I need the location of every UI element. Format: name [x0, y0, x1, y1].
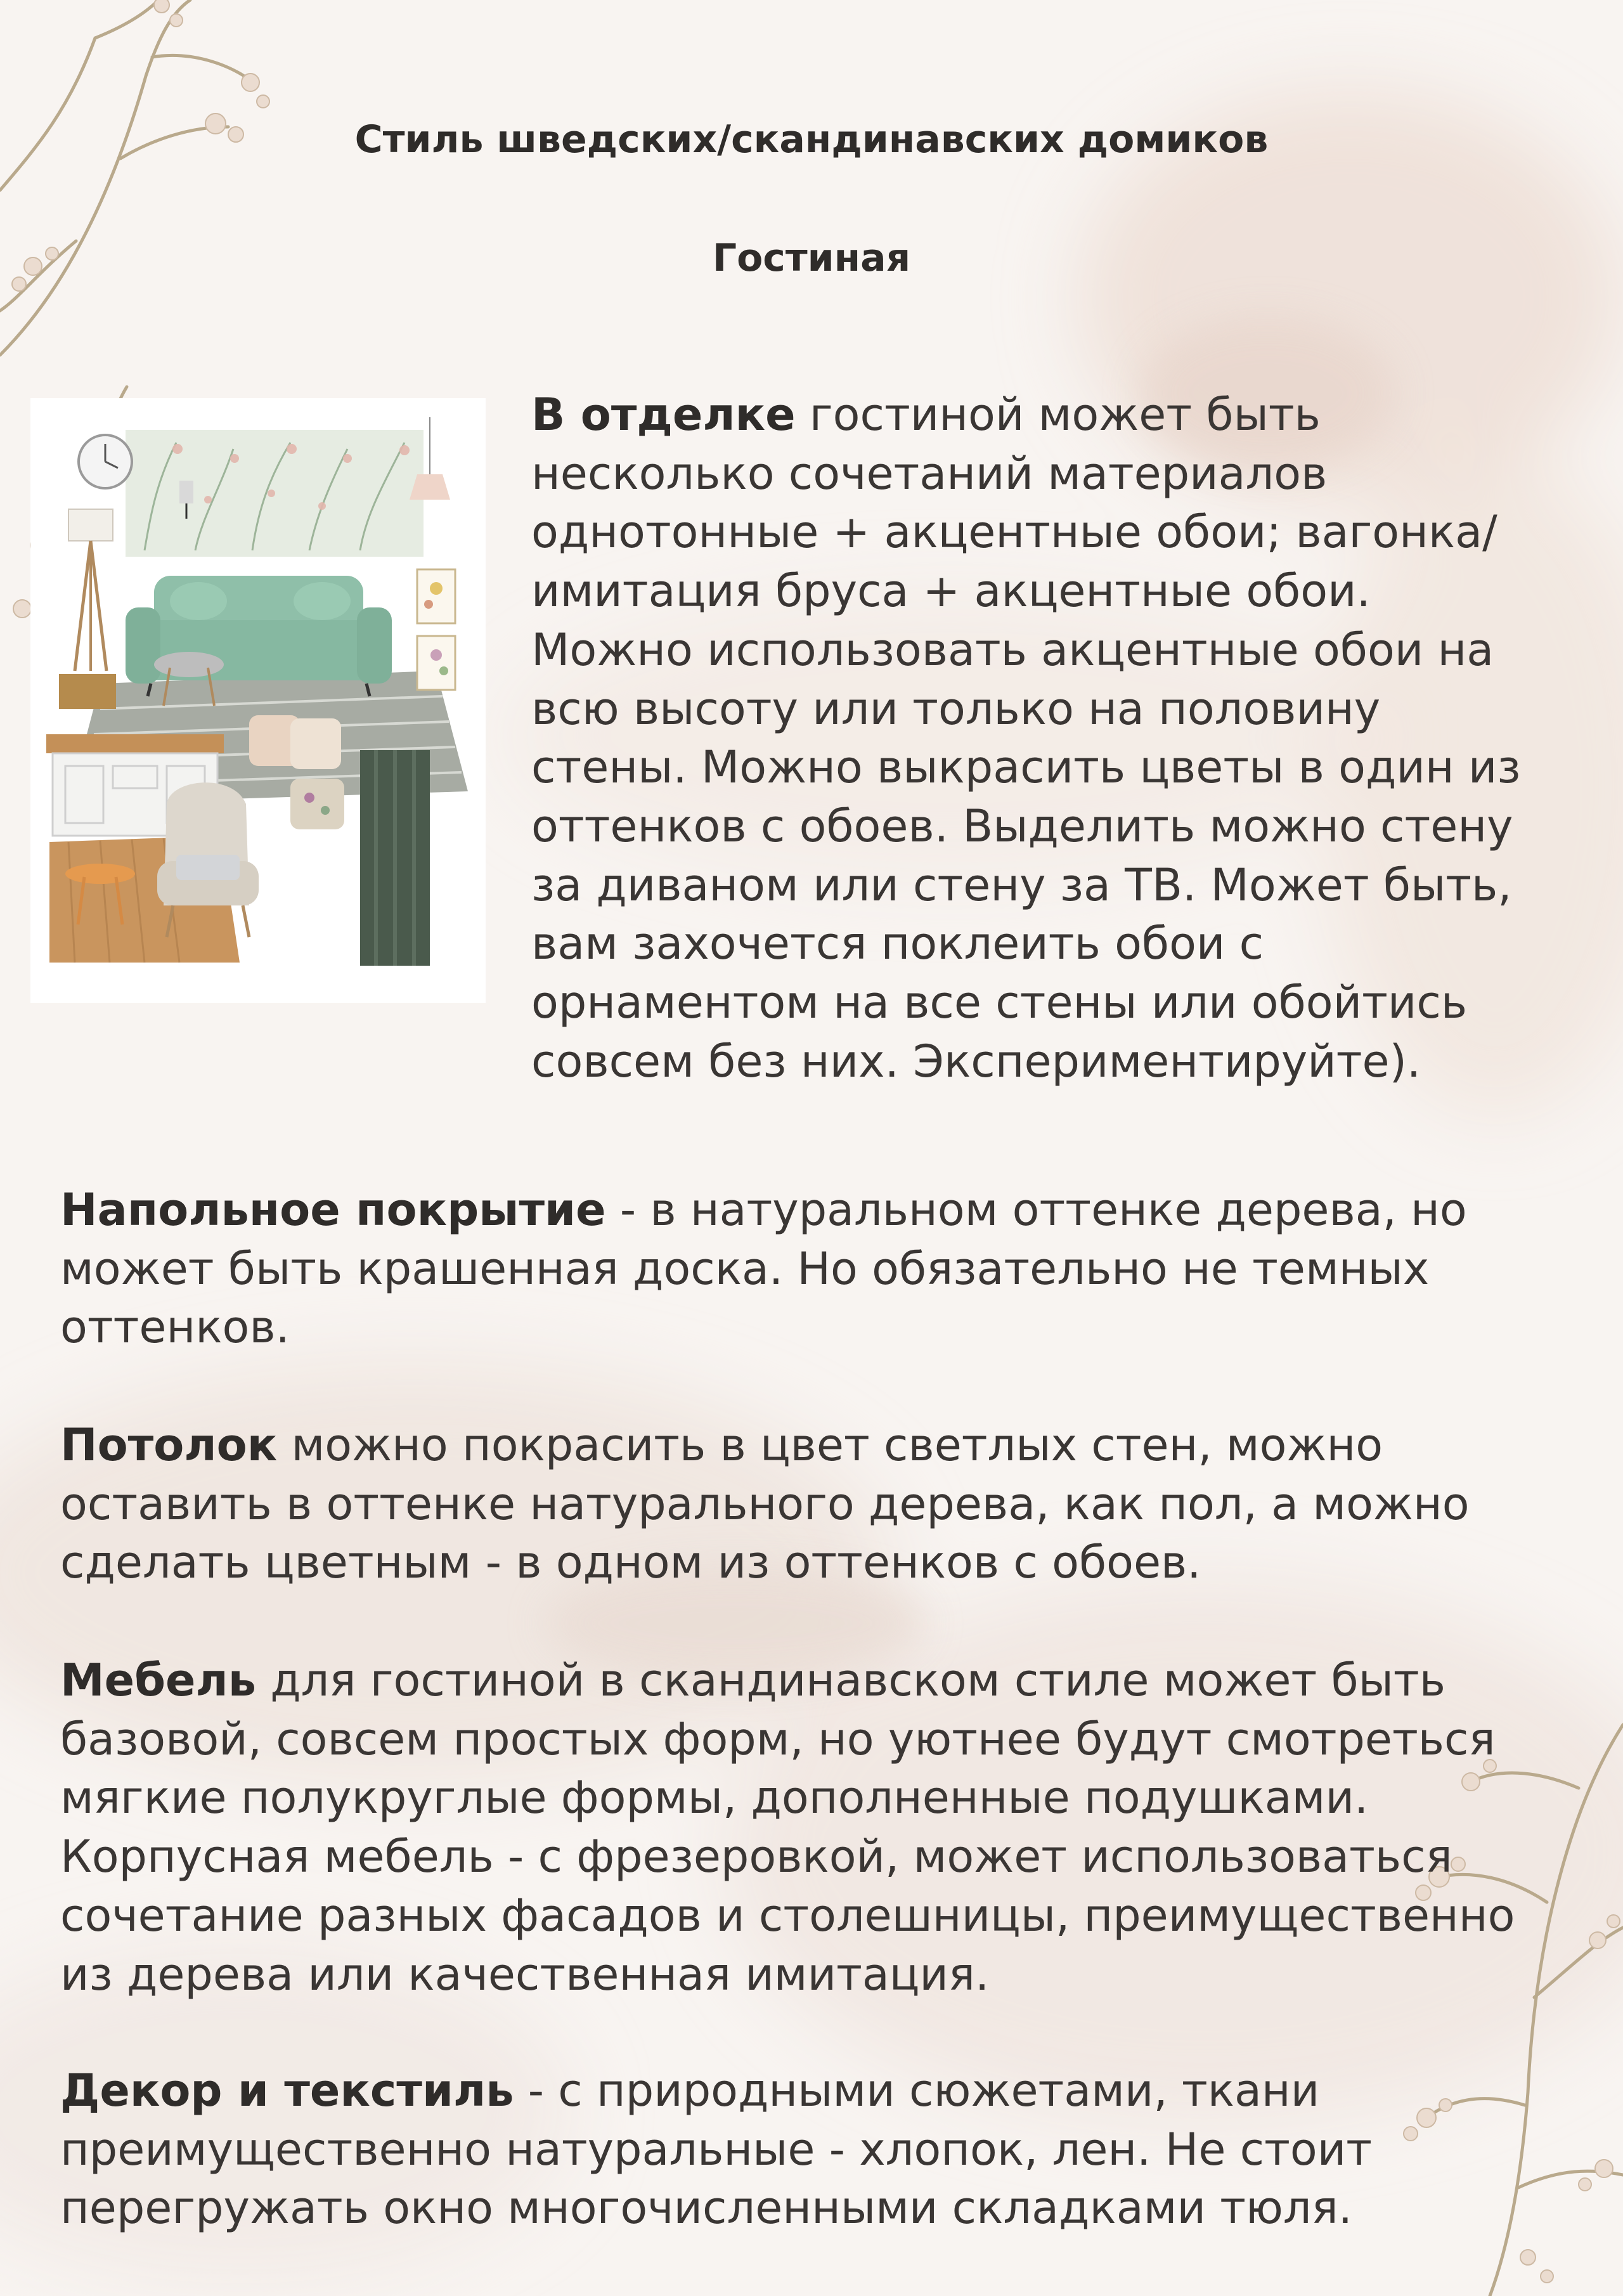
paragraph-decor-text: - с природными сюжетами, ткани преимущественно натуральные - хлопок, лен. Не стоит перегружать окно многочисленными складками тюля. [60, 2065, 1372, 2234]
section-title: Гостиная [712, 236, 911, 280]
paragraph-decor [60, 2061, 1569, 2238]
paragraph-finish-text: гостиной может быть несколько сочетаний материалов однотонные + акцентные обои; вагонка/имитация бруса + акцентные обои. Можно использовать акцентные обои на всю высоту или только на половину стены. Можно выкрасить цветы в один из оттенков с обоев. Выделить можно стену за диваном или стену за ТВ. Может быть, вам захочется поклеить обои с орнаментом на все стены или обойтись совсем без них. Экспериментируйте). [531, 389, 1521, 1087]
paragraph-ceiling-lead: Потолок [60, 1419, 278, 1471]
paragraph-furniture-lead: Мебель [60, 1654, 257, 1706]
collage-illustration [30, 398, 486, 1003]
paragraph-furniture [60, 1651, 1569, 2004]
paragraph-finish [531, 386, 1533, 1091]
botanical-frames [417, 569, 455, 690]
green-sofa [126, 576, 392, 696]
paragraph-floor-lead: Напольное покрытие [60, 1184, 606, 1236]
paragraph-furniture-text: для гостиной в скандинавском стиле может быть базовой, совсем простых форм, но уютнее будут смотреться мягкие полукруглые формы, дополненные подушками. Корпусная мебель - с фрезеровкой, может использоваться сочетание разных фасадов и столешницы, преимущественно из дерева или качественная имитация. [60, 1654, 1515, 2001]
paragraph-floor [60, 1181, 1569, 1357]
paragraph-ceiling-text: можно покрасить в цвет светлых стен, можно оставить в оттенке натурального дерева, как пол, а можно сделать цветным - в одном из оттенков с обоев. [60, 1419, 1470, 1589]
wicker-basket [59, 674, 116, 709]
paragraph-ceiling [60, 1416, 1569, 1592]
floral-wallpaper [126, 430, 424, 557]
living-room-collage [30, 398, 486, 1003]
paragraph-decor-lead: Декор и текстиль [60, 2065, 514, 2117]
floor-lamp [68, 509, 113, 671]
green-curtain [360, 750, 430, 966]
page-title: Стиль шведских/скандинавских домиков [354, 117, 1269, 162]
paragraph-finish-lead: В отделке [531, 389, 796, 441]
wall-clock [79, 435, 132, 488]
paragraph-floor-text: - в натуральном оттенке дерева, но может быть крашенная доска. Но обязательно не темных оттенков. [60, 1184, 1467, 1354]
